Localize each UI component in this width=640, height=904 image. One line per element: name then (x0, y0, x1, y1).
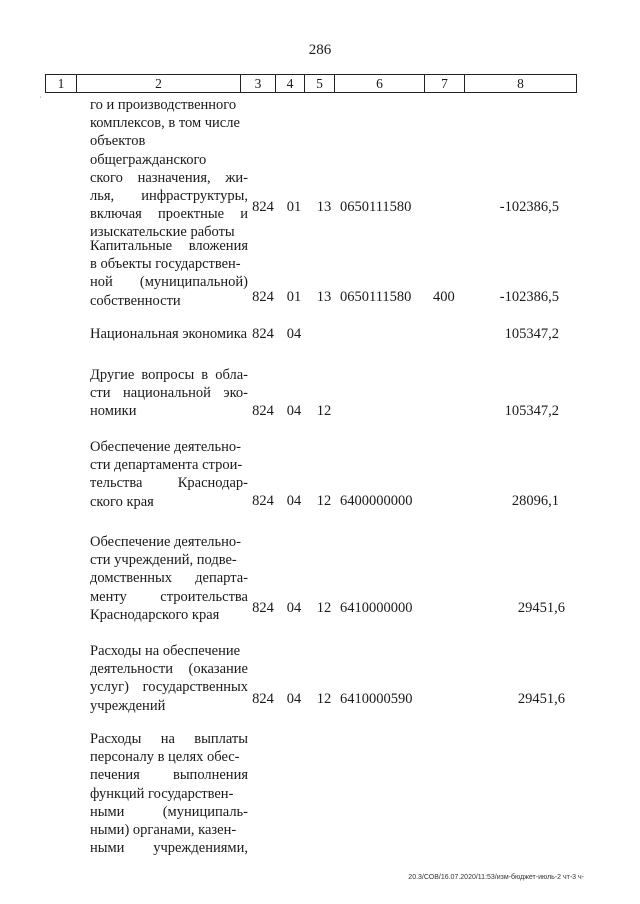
cell-subsection: 12 (316, 493, 332, 509)
description-line: ной (муниципальной) (90, 274, 248, 291)
description-line: менту строительства (90, 588, 248, 605)
cell-subsection: 12 (316, 600, 332, 616)
cell-section: 04 (286, 691, 302, 707)
cell-target-article: 6400000000 (340, 493, 413, 509)
description-line: Национальная экономика (90, 326, 248, 342)
description-line: в объекты государствен- (90, 256, 241, 273)
row-description (90, 96, 248, 242)
cell-target-article: 0650111580 (340, 289, 412, 305)
cell-expense-type: 400 (433, 289, 455, 305)
header-col-5: 5 (305, 75, 335, 92)
page-number: 286 (308, 42, 332, 58)
description-line: ными (муниципаль- (90, 803, 248, 820)
description-line: домственных департа- (90, 570, 248, 587)
description-line: включая проектные и (90, 206, 248, 223)
description-line: го и производственного (90, 97, 237, 113)
cell-ministry-code: 824 (252, 289, 274, 305)
description-line: ского края (90, 493, 154, 510)
scan-mark: ˙ (39, 95, 42, 104)
cell-ministry-code: 824 (252, 493, 274, 509)
cell-target-article: 0650111580 (340, 199, 412, 215)
description-line: комплексов, в том числе (90, 115, 240, 132)
header-col-2: 2 (77, 75, 241, 92)
description-line: Другие вопросы в обла- (90, 367, 248, 383)
cell-amount: 105347,2 (504, 403, 559, 419)
description-line: ского назначения, жи- (90, 169, 248, 186)
description-line: Краснодарского края (90, 606, 220, 623)
description-line: собственности (90, 292, 181, 309)
description-line: сти национальной эко- (90, 385, 248, 402)
description-line: учреждений (90, 697, 166, 714)
cell-section: 04 (286, 326, 302, 342)
row-description (90, 730, 248, 857)
header-col-6: 6 (335, 75, 425, 92)
row-description (90, 325, 250, 343)
description-line: номики (90, 403, 137, 420)
cell-section: 01 (286, 199, 302, 215)
description-line: лья, инфраструктуры, (90, 188, 248, 205)
cell-amount: 29451,6 (517, 600, 565, 616)
description-line: Капитальные вложения (90, 238, 248, 254)
row-description (90, 533, 248, 624)
description-line: деятельности (оказание (90, 661, 248, 678)
description-line: услуг) государственных (90, 679, 248, 696)
row-description (90, 438, 248, 511)
description-line: сти департамента строи- (90, 457, 243, 474)
description-line: Обеспечение деятельно- (90, 534, 241, 550)
cell-subsection: 13 (316, 199, 332, 215)
cell-ministry-code: 824 (252, 326, 274, 342)
footer-file-code: 20.3/СОВ/16.07.2020/11:53/изм-бюджет-июль-2 чт-3 ч- (408, 874, 584, 881)
description-line: Расходы на выплаты (90, 731, 248, 747)
table-header (45, 74, 577, 93)
description-line: изыскательские работы (90, 224, 235, 241)
cell-target-article: 6410000000 (340, 600, 413, 616)
description-line: ными) органами, казен- (90, 822, 237, 839)
header-col-7: 7 (425, 75, 465, 92)
header-col-4: 4 (276, 75, 305, 92)
cell-amount: 105347,2 (504, 326, 559, 342)
cell-subsection: 12 (316, 691, 332, 707)
description-line: функций государствен- (90, 785, 234, 802)
row-description (90, 237, 248, 310)
cell-amount: -102386,5 (499, 289, 559, 305)
cell-amount: 28096,1 (511, 493, 559, 509)
cell-target-article: 6410000590 (340, 691, 413, 707)
cell-section: 04 (286, 493, 302, 509)
cell-subsection: 12 (316, 403, 332, 419)
cell-amount: 29451,6 (517, 691, 565, 707)
description-line: тельства Краснодар- (90, 475, 248, 492)
row-description (90, 366, 248, 421)
description-line: Обеспечение деятельно- (90, 439, 241, 455)
row-description (90, 642, 248, 715)
description-line: сти учреждений, подве- (90, 552, 237, 569)
cell-section: 04 (286, 403, 302, 419)
header-col-3: 3 (241, 75, 276, 92)
cell-section: 01 (286, 289, 302, 305)
cell-ministry-code: 824 (252, 199, 274, 215)
cell-section: 04 (286, 600, 302, 616)
cell-ministry-code: 824 (252, 403, 274, 419)
header-col-8: 8 (517, 76, 524, 91)
description-line: персоналу в целях обес- (90, 749, 240, 766)
description-line: Расходы на обеспечение (90, 643, 241, 659)
description-line: печения выполнения (90, 767, 248, 784)
description-line: ными учреждениями, (90, 840, 248, 857)
description-line: объектов общегражданского (90, 133, 207, 168)
cell-amount: -102386,5 (499, 199, 559, 215)
cell-ministry-code: 824 (252, 600, 274, 616)
cell-subsection: 13 (316, 289, 332, 305)
header-col-1: 1 (46, 75, 77, 92)
cell-ministry-code: 824 (252, 691, 274, 707)
